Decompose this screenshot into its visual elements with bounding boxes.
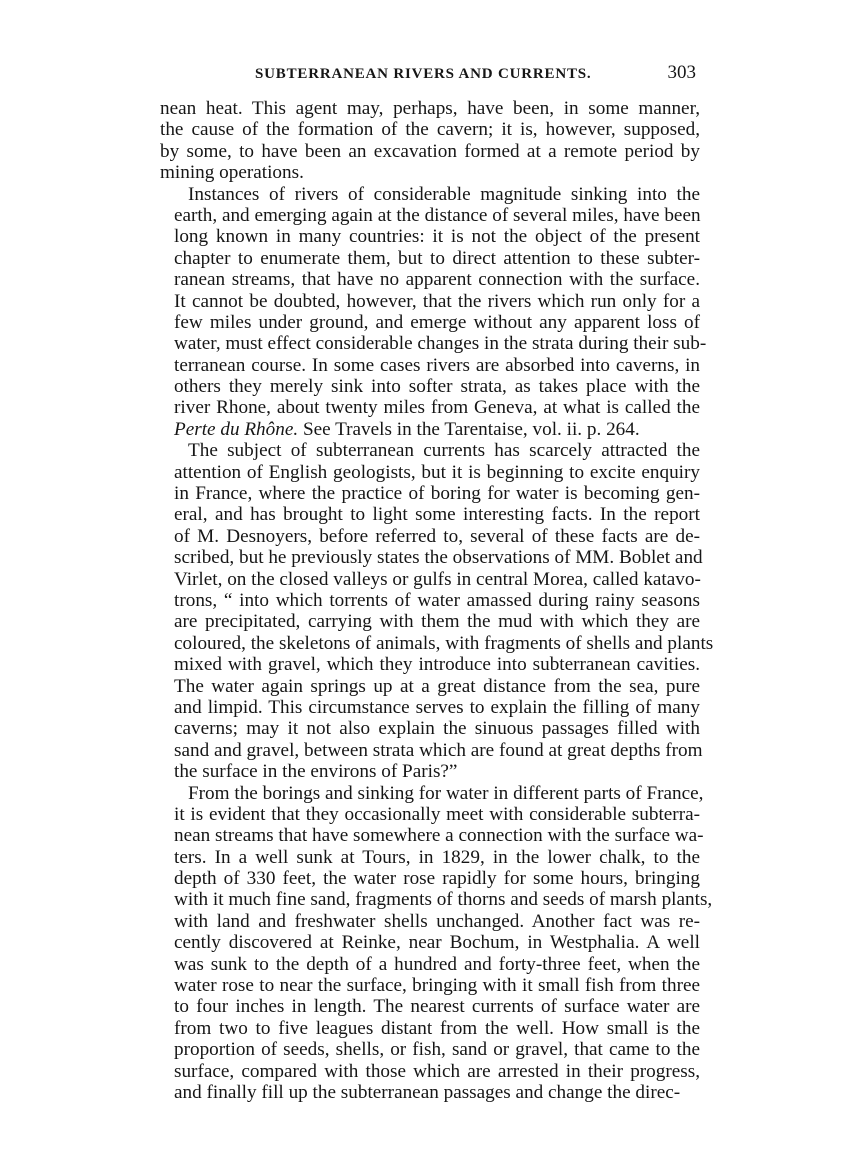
- text-line: surface, compared with those which are arrested in their progress,: [174, 1060, 700, 1082]
- text-line: from two to five leagues distant from the well. How small is the: [174, 1017, 700, 1039]
- text-line: chapter to enumerate them, but to direct attention to these subter-: [174, 247, 700, 269]
- text-line: with it much fine sand, fragments of thorns and seeds of marsh plants,: [174, 889, 713, 911]
- paragraph: [160, 782, 713, 1104]
- body-text: [160, 98, 714, 1103]
- text-line: long known in many countries: it is not the object of the present: [174, 226, 700, 248]
- text-line: water, must effect considerable changes in the strata during their sub-: [174, 333, 707, 355]
- text-line: the surface in the environs of Paris?”: [174, 761, 458, 783]
- text-line: scribed, but he previously states the observations of MM. Boblet and: [174, 547, 703, 569]
- text-line: river Rhone, about twenty miles from Geneva, at what is called the: [174, 397, 700, 419]
- text-line: terranean course. In some cases rivers are absorbed into caverns, in: [174, 354, 700, 376]
- text-line: was sunk to the depth of a hundred and forty-three feet, when the: [174, 953, 700, 975]
- italic-place-name: Perte du Rhône.: [174, 418, 299, 440]
- text-line: water rose to near the surface, bringing with it small fish from three: [174, 975, 700, 997]
- text-line: eral, and has brought to light some interesting facts. In the report: [174, 504, 700, 526]
- text-line: nean heat. This agent may, perhaps, have been, in some manner,: [160, 98, 700, 119]
- text-line: From the borings and sinking for water in different parts of France,: [188, 782, 704, 804]
- text-line: mining operations.: [160, 162, 304, 184]
- text-line: proportion of seeds, shells, or fish, sand or gravel, that came to the: [174, 1039, 700, 1061]
- text-line: nean streams that have somewhere a connection with the surface wa-: [174, 825, 704, 847]
- page-number: 303: [667, 62, 696, 83]
- paragraph: [160, 440, 714, 783]
- text-line: attention of English geologists, but it is beginning to excite enquiry: [174, 461, 700, 483]
- paragraph: [160, 98, 700, 184]
- text-line: it is evident that they occasionally meet with considerable subterra-: [174, 803, 700, 825]
- running-title: SUBTERRANEAN RIVERS AND CURRENTS.: [255, 66, 592, 82]
- paragraph: [160, 183, 707, 441]
- text-line: The subject of subterranean currents has scarcely attracted the: [188, 440, 700, 462]
- text-line: caverns; may it not also explain the sinuous passages filled with: [174, 718, 700, 740]
- running-head: [160, 60, 700, 94]
- text-line: cently discovered at Reinke, near Bochum, in Westphalia. A well: [174, 932, 700, 954]
- text-line: depth of 330 feet, the water rose rapidly for some hours, bringing: [174, 868, 700, 890]
- text-line: are precipitated, carrying with them the mud with which they are: [174, 611, 700, 633]
- text-line: ters. In a well sunk at Tours, in 1829, in the lower chalk, to the: [174, 846, 700, 868]
- text-line: ranean streams, that have no apparent connection with the surface.: [174, 269, 700, 291]
- text-line: Virlet, on the closed valleys or gulfs in central Morea, called katavo-: [174, 568, 701, 590]
- text-line: others they merely sink into softer strata, as takes place with the: [174, 376, 700, 398]
- text-line: by some, to have been an excavation formed at a remote period by: [160, 140, 700, 162]
- text-line: Perte du Rhône. See Travels in the Tarentaise, vol. ii. p. 264.: [174, 418, 640, 440]
- text-line: It cannot be doubted, however, that the rivers which run only for a: [174, 290, 700, 312]
- text-line: few miles under ground, and emerge without any apparent loss of: [174, 311, 700, 333]
- text-line: earth, and emerging again at the distance of several miles, have been: [174, 204, 701, 226]
- text-line: coloured, the skeletons of animals, with fragments of shells and plants: [174, 632, 714, 654]
- text-line: Instances of rivers of considerable magnitude sinking into the: [188, 183, 700, 205]
- text-line: trons, “ into which torrents of water amassed during rainy seasons: [174, 589, 700, 611]
- text-line: and finally fill up the subterranean passages and change the direc-: [174, 1081, 681, 1103]
- text-line: The water again springs up at a great distance from the sea, pure: [174, 675, 700, 697]
- text-line: in France, where the practice of boring for water is becoming gen-: [174, 483, 700, 505]
- text-line: mixed with gravel, which they introduce into subterranean cavities.: [174, 654, 700, 676]
- text-line: sand and gravel, between strata which are found at great depths from: [174, 739, 703, 761]
- text-line: with land and freshwater shells unchanged. Another fact was re-: [174, 910, 700, 932]
- text-line: the cause of the formation of the cavern; it is, however, supposed,: [160, 119, 700, 141]
- text-line: to four inches in length. The nearest currents of surface water are: [174, 996, 700, 1018]
- text-line: and limpid. This circumstance serves to explain the filling of many: [174, 696, 700, 718]
- book-page: [160, 60, 714, 1103]
- text-line: of M. Desnoyers, before referred to, several of these facts are de-: [174, 525, 700, 547]
